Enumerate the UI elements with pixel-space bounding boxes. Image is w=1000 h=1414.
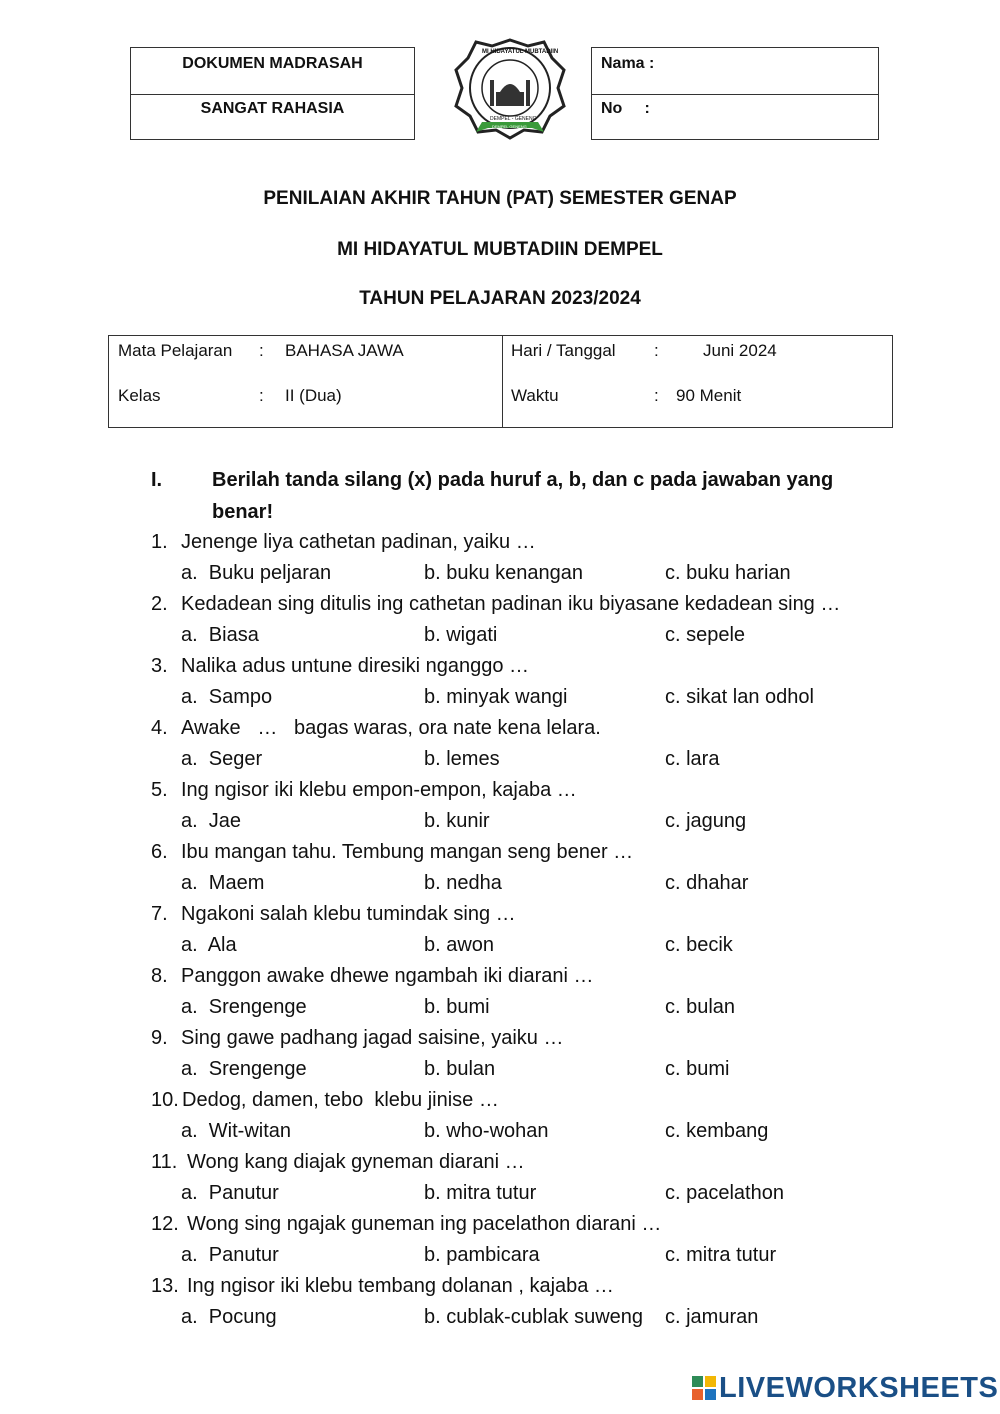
option-b[interactable]: b. mitra tutur	[424, 1182, 537, 1204]
question-number: 9.	[151, 1027, 168, 1049]
option-b[interactable]: b. who-wohan	[424, 1120, 549, 1142]
option-a[interactable]: a. Sampo	[181, 686, 273, 708]
question-number: 5.	[151, 779, 168, 801]
option-b[interactable]: b. kunir	[424, 810, 490, 832]
question-text: Sing gawe padhang jagad saisine, yaiku …	[181, 1027, 564, 1049]
question-text: Ibu mangan tahu. Tembung mangan seng bener …	[181, 841, 634, 863]
option-b[interactable]: b. buku kenangan	[424, 562, 584, 584]
question-number: 10.	[151, 1089, 179, 1111]
option-a[interactable]: a. Srengenge	[181, 996, 307, 1018]
option-a[interactable]: a. Jae	[181, 810, 242, 832]
option-c[interactable]: c. becik	[665, 934, 733, 956]
question-number: 11.	[151, 1151, 178, 1173]
question-text: Ngakoni salah klebu tumindak sing …	[181, 903, 516, 925]
question-text: Panggon awake dhewe ngambah iki diarani …	[181, 965, 594, 987]
subject-separator: :	[259, 341, 264, 360]
date-label: Hari / Tanggal	[511, 341, 616, 360]
time-separator: :	[654, 386, 659, 405]
option-c[interactable]: c. bumi	[665, 1058, 730, 1080]
option-c[interactable]: c. lara	[665, 748, 720, 770]
question-number: 4.	[151, 717, 168, 739]
option-b[interactable]: b. awon	[424, 934, 495, 956]
question-text: Dedog, damen, tebo klebu jinise …	[182, 1089, 499, 1111]
option-a[interactable]: a. Srengenge	[181, 1058, 307, 1080]
class-label: Kelas	[118, 386, 161, 405]
option-c[interactable]: c. mitra tutur	[665, 1244, 777, 1266]
option-b[interactable]: b. nedha	[424, 872, 502, 894]
option-c[interactable]: c. jamuran	[665, 1306, 759, 1328]
question-number: 8.	[151, 965, 168, 987]
option-a[interactable]: a. Pocung	[181, 1306, 277, 1328]
question-text: Ing ngisor iki klebu empon-empon, kajaba …	[181, 779, 577, 801]
option-b[interactable]: b. bulan	[424, 1058, 496, 1080]
option-c[interactable]: c. buku harian	[665, 562, 791, 584]
option-a[interactable]: a. Biasa	[181, 624, 259, 646]
option-c[interactable]: c. jagung	[665, 810, 747, 832]
option-c[interactable]: c. pacelathon	[665, 1182, 784, 1204]
name-field[interactable]: Nama :	[601, 55, 655, 72]
exam-title: PENILAIAN AKHIR TAHUN (PAT) SEMESTER GENAP	[263, 188, 737, 209]
subject-value: BAHASA JAWA	[285, 341, 404, 360]
question-text: Kedadean sing ditulis ing cathetan padinan iku biyasane kedadean sing …	[181, 593, 841, 615]
class-separator: :	[259, 386, 264, 405]
exam-info-table	[108, 335, 893, 428]
question-number: 13.	[151, 1275, 179, 1297]
option-a[interactable]: a. Ala	[181, 934, 237, 956]
student-identity-box	[591, 47, 879, 140]
document-label-box	[130, 47, 415, 140]
liveworksheets-logo-icon	[692, 1374, 718, 1402]
document-label: DOKUMEN MADRASAH	[182, 55, 363, 72]
academic-year: TAHUN PELAJARAN 2023/2024	[359, 288, 641, 309]
section-instruction-cont: benar!	[212, 501, 274, 523]
option-c[interactable]: c. kembang	[665, 1120, 769, 1142]
option-a[interactable]: a. Maem	[181, 872, 265, 894]
secret-label: SANGAT RAHASIA	[200, 100, 345, 117]
option-b[interactable]: b. wigati	[424, 624, 498, 646]
question-text: Nalika adus untune diresiki nganggo …	[181, 655, 529, 677]
option-b[interactable]: b. pambicara	[424, 1244, 540, 1266]
question-text: Awake … bagas waras, ora nate kena lelara.	[181, 717, 601, 739]
option-a[interactable]: a. Wit-witan	[181, 1120, 292, 1142]
time-value: 90 Menit	[676, 386, 742, 405]
subject-label: Mata Pelajaran	[118, 341, 233, 360]
option-a[interactable]: a. Seger	[181, 748, 263, 770]
option-b[interactable]: b. minyak wangi	[424, 686, 568, 708]
option-b[interactable]: b. lemes	[424, 748, 500, 770]
school-name: MI HIDAYATUL MUBTADIIN DEMPEL	[337, 239, 663, 260]
class-value: II (Dua)	[285, 386, 342, 405]
question-number: 12.	[151, 1213, 179, 1235]
question-text: Wong kang diajak gyneman diarani …	[187, 1151, 525, 1173]
option-c[interactable]: c. sepele	[665, 624, 746, 646]
question-text: Ing ngisor iki klebu tembang dolanan , kajaba …	[187, 1275, 614, 1297]
option-b[interactable]: b. bumi	[424, 996, 490, 1018]
date-value: Juni 2024	[703, 341, 777, 360]
option-a[interactable]: a. Panutur	[181, 1244, 279, 1266]
option-c[interactable]: c. dhahar	[665, 872, 749, 894]
watermark-text: LIVEWORKSHEETS	[719, 1372, 999, 1404]
question-number: 3.	[151, 655, 168, 677]
question-number: 2.	[151, 593, 168, 615]
question-text: Wong sing ngajak guneman ing pacelathon diarani …	[187, 1213, 662, 1235]
section-number: I.	[151, 469, 163, 491]
option-c[interactable]: c. bulan	[665, 996, 736, 1018]
school-emblem-icon: MI HIDAYATUL MUBTADIIN DEMPEL - GENENG DEMPEL GENENG	[452, 36, 568, 142]
number-field[interactable]: No :	[601, 100, 650, 117]
option-a[interactable]: a. Panutur	[181, 1182, 279, 1204]
option-a[interactable]: a. Buku peljaran	[181, 562, 332, 584]
question-number: 1.	[151, 531, 168, 553]
option-c[interactable]: c. sikat lan odhol	[665, 686, 814, 708]
question-number: 6.	[151, 841, 168, 863]
date-separator: :	[654, 341, 659, 360]
section-instruction: Berilah tanda silang (x) pada huruf a, b, dan c pada jawaban yang	[212, 469, 834, 491]
time-label: Waktu	[511, 386, 559, 405]
question-text: Jenenge liya cathetan padinan, yaiku …	[181, 531, 536, 553]
question-number: 7.	[151, 903, 168, 925]
option-b[interactable]: b. cublak-cublak suweng	[424, 1306, 644, 1328]
